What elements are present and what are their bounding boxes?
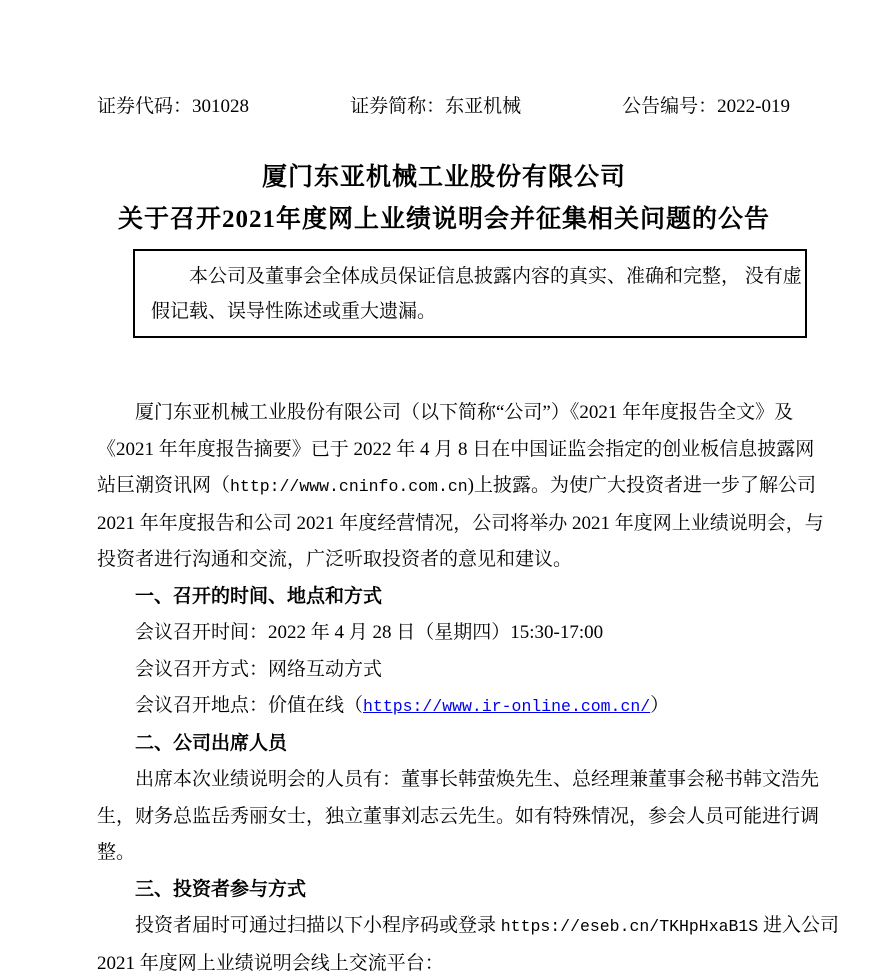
meeting-time-line: 会议召开时间：2022 年 4 月 28 日（星期四）15:30-17:00 [135, 622, 604, 643]
location-text: ） [650, 695, 670, 716]
participation-text: 进入公司 [758, 915, 839, 936]
section-2-heading: 二、公司出席人员 [135, 732, 288, 754]
company-title: 厦门东亚机械工业股份有限公司 [261, 164, 626, 191]
disclaimer-line: 本公司及董事会全体成员保证信息披露内容的真实、准确和完整， 没有虚 [189, 266, 802, 287]
participation-text: 投资者届时可通过扫描以下小程序码或登录 [135, 915, 501, 936]
participation-line: 2021 年度网上业绩说明会线上交流平台： [97, 952, 444, 972]
stock-name: 证券简称：东亚机械 [350, 96, 522, 117]
document-header [97, 93, 790, 120]
intro-paragraph-line: 2021 年年度报告和公司 2021 年度经营情况，公司将举办 2021 年度网上业绩说明会，与 [97, 512, 824, 534]
intro-text: 站巨潮资讯网（ [97, 475, 231, 496]
ir-online-link[interactable]: https://www.ir-online.com.cn/ [363, 697, 651, 716]
announcement-number: 公告编号：2022-019 [622, 96, 790, 117]
attendees-line: 整。 [97, 842, 136, 863]
meeting-method-line: 会议召开方式：网络互动方式 [135, 658, 383, 680]
attendees-line: 生，财务总监岳秀丽女士，独立董事刘志云先生。如有特殊情况，参会人员可能进行调 [97, 805, 820, 827]
stock-code: 证券代码：301028 [97, 96, 250, 117]
intro-paragraph-line: 厦门东亚机械工业股份有限公司（以下简称“公司”）《2021 年年度报告全文》及 [135, 402, 794, 423]
intro-paragraph-line [97, 468, 816, 506]
cninfo-url: http://www.cninfo.com.cn [230, 477, 468, 496]
meeting-location-line [97, 688, 790, 726]
section-1-heading: 一、召开的时间、地点和方式 [135, 585, 383, 607]
intro-paragraph-line: 投资者进行沟通和交流，广泛听取投资者的意见和建议。 [97, 549, 573, 570]
disclaimer-line: 假记载、误导性陈述或重大遗漏。 [151, 301, 437, 322]
section-3-heading: 三、投资者参与方式 [135, 878, 307, 900]
announcement-title: 关于召开2021年度网上业绩说明会并征集相关问题的公告 [117, 206, 770, 233]
document-body [97, 395, 839, 972]
disclaimer-box [133, 249, 807, 338]
intro-text: )上披露。为使广大投资者进一步了解公司 [467, 475, 816, 496]
attendees-line: 出席本次业绩说明会的人员有：董事长韩萤焕先生、总经理兼董事会秘书韩文浩先 [135, 769, 820, 790]
location-text: 会议召开地点：价值在线（ [135, 695, 364, 716]
participation-line [97, 908, 839, 946]
eseb-url: https://eseb.cn/TKHpHxaB1S [500, 917, 759, 936]
intro-paragraph-line: 《2021 年年度报告摘要》已于 2022 年 4 月 8 日在中国证监会指定的创业板信息披露网 [97, 438, 815, 460]
